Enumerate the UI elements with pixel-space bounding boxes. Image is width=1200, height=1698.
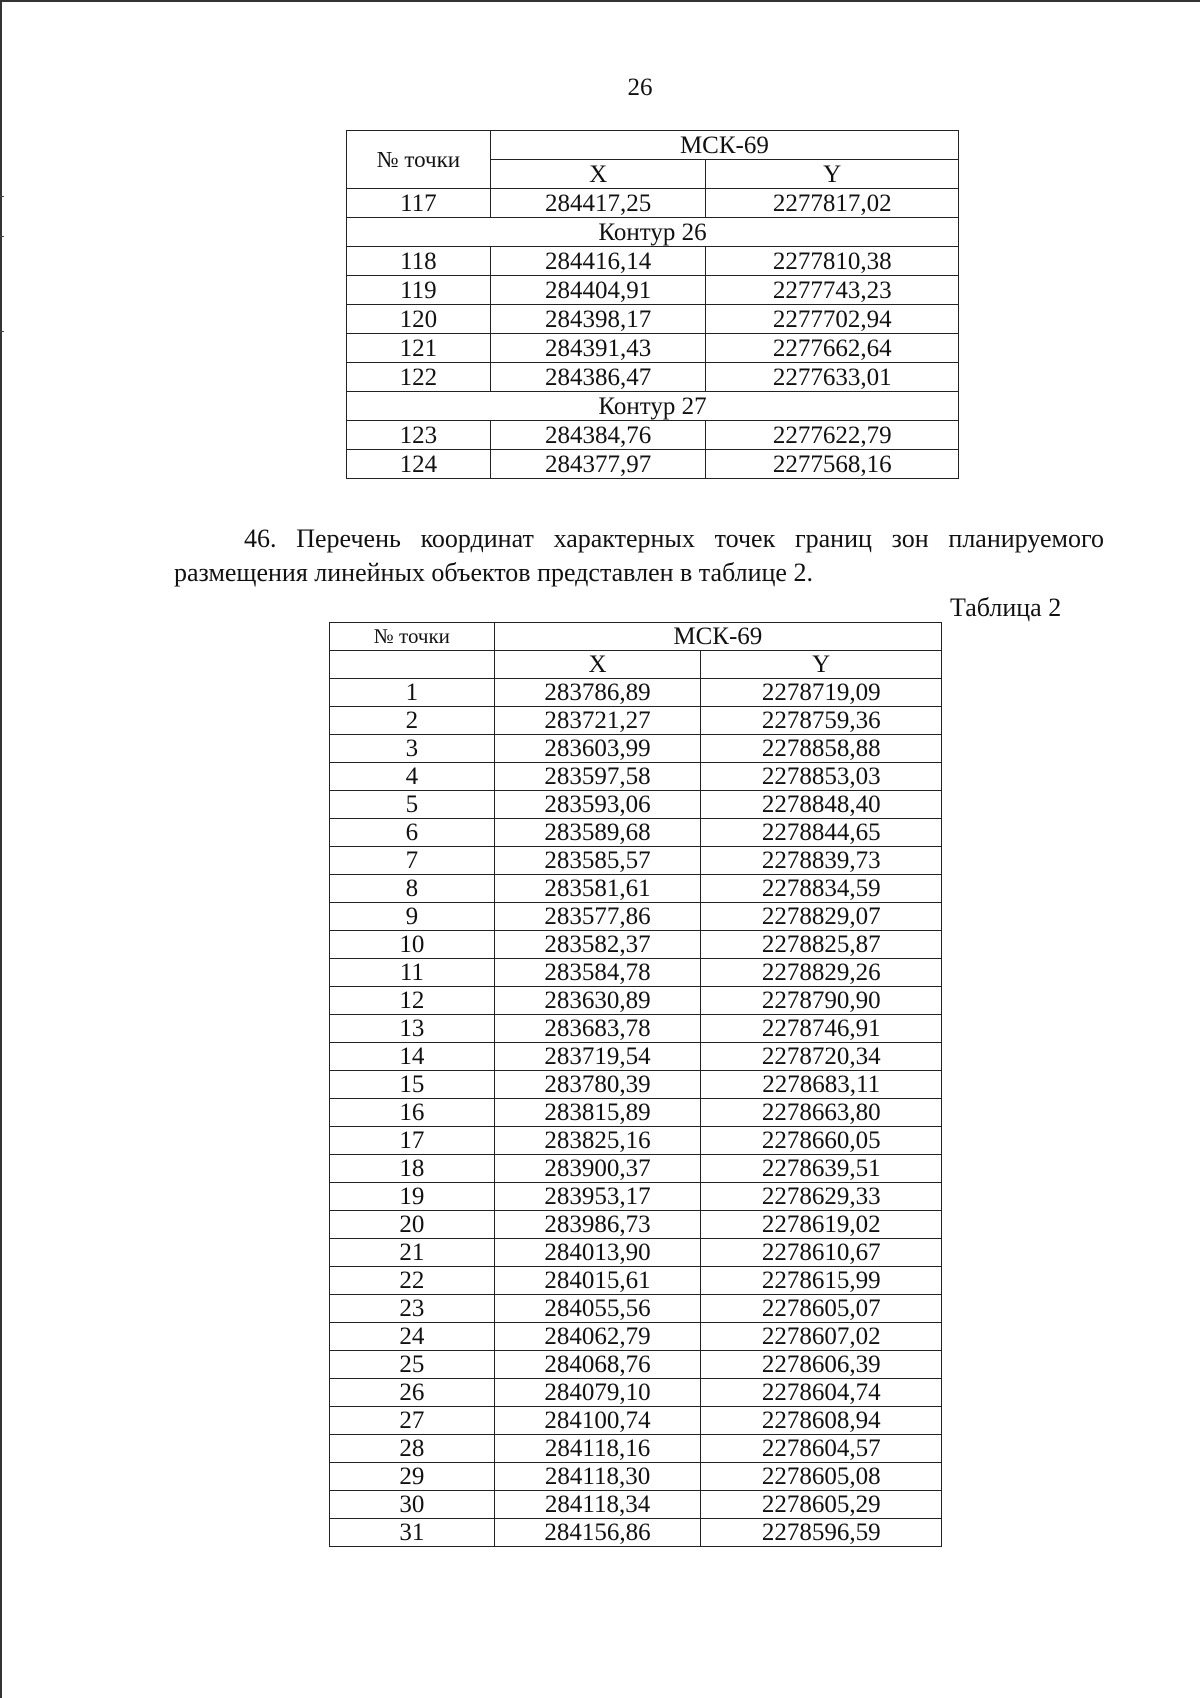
point-number-cell: 3	[330, 735, 495, 763]
y-coordinate-cell: 2278607,02	[701, 1323, 942, 1351]
table-row	[330, 1239, 942, 1267]
coordinates-table-1-body	[347, 131, 959, 479]
table-row	[330, 735, 942, 763]
x-coordinate-cell: 283683,78	[494, 1015, 701, 1043]
x-coordinate-cell: 283815,89	[494, 1099, 701, 1127]
x-coordinate-cell: 283577,86	[494, 903, 701, 931]
x-coordinate-cell: 283603,99	[494, 735, 701, 763]
x-coordinate-cell: 283581,61	[494, 875, 701, 903]
x-coordinate-cell: 284417,25	[490, 189, 706, 218]
contour-label: Контур 26	[347, 218, 959, 247]
table-row	[330, 1463, 942, 1491]
coordinate-system-header: МСК-69	[494, 623, 941, 651]
y-coordinate-cell: 2278606,39	[701, 1351, 942, 1379]
table-row	[330, 1071, 942, 1099]
point-number-cell: 8	[330, 875, 495, 903]
x-coordinate-cell: 284015,61	[494, 1267, 701, 1295]
table-row	[330, 1127, 942, 1155]
table-row	[330, 1267, 942, 1295]
x-coordinate-cell: 284062,79	[494, 1323, 701, 1351]
y-coordinate-cell: 2278608,94	[701, 1407, 942, 1435]
x-coordinate-cell: 284100,74	[494, 1407, 701, 1435]
x-coordinate-cell: 283593,06	[494, 791, 701, 819]
point-number-cell: 21	[330, 1239, 495, 1267]
y-coordinate-cell: 2278848,40	[701, 791, 942, 819]
table-subheader-row	[330, 651, 942, 679]
y-coordinate-cell: 2278605,07	[701, 1295, 942, 1323]
point-number-cell: 29	[330, 1463, 495, 1491]
x-coordinate-cell: 283582,37	[494, 931, 701, 959]
table-row	[330, 1491, 942, 1519]
y-coordinate-cell: 2277633,01	[706, 363, 959, 392]
y-coordinate-cell: 2278746,91	[701, 1015, 942, 1043]
page-number: 26	[627, 74, 653, 101]
table-row	[330, 847, 942, 875]
point-number-cell: 14	[330, 1043, 495, 1071]
x-coordinate-cell: 284386,47	[490, 363, 706, 392]
table-row	[330, 1435, 942, 1463]
point-number-cell: 31	[330, 1519, 495, 1547]
point-number-cell: 121	[347, 334, 491, 363]
y-coordinate-cell: 2278858,88	[701, 735, 942, 763]
x-coordinate-cell: 284118,34	[494, 1491, 701, 1519]
table-row	[330, 1407, 942, 1435]
point-number-cell: 27	[330, 1407, 495, 1435]
y-coordinate-cell: 2278834,59	[701, 875, 942, 903]
contour-section-row	[347, 218, 959, 247]
point-number-cell: 19	[330, 1183, 495, 1211]
y-coordinate-cell: 2278605,08	[701, 1463, 942, 1491]
table-row	[330, 1295, 942, 1323]
point-number-header-blank	[330, 651, 495, 679]
x-coordinate-cell: 283786,89	[494, 679, 701, 707]
point-number-header: № точки	[347, 131, 491, 189]
point-number-cell: 124	[347, 450, 491, 479]
y-coordinate-cell: 2277568,16	[706, 450, 959, 479]
table-row	[330, 931, 942, 959]
x-coordinate-cell: 283585,57	[494, 847, 701, 875]
point-number-cell: 15	[330, 1071, 495, 1099]
table-row	[330, 1211, 942, 1239]
x-coordinate-cell: 283900,37	[494, 1155, 701, 1183]
table-row	[330, 987, 942, 1015]
point-number-cell: 28	[330, 1435, 495, 1463]
y-column-header: Y	[701, 651, 942, 679]
y-coordinate-cell: 2277817,02	[706, 189, 959, 218]
point-number-cell: 120	[347, 305, 491, 334]
point-number-cell: 30	[330, 1491, 495, 1519]
x-coordinate-cell: 283630,89	[494, 987, 701, 1015]
point-number-cell: 22	[330, 1267, 495, 1295]
y-coordinate-cell: 2278604,74	[701, 1379, 942, 1407]
scan-edge-mark	[0, 331, 4, 332]
y-coordinate-cell: 2277810,38	[706, 247, 959, 276]
table-row	[347, 363, 959, 392]
table-row	[330, 1155, 942, 1183]
coordinates-table-2-body	[330, 623, 942, 1547]
x-column-header: X	[490, 160, 706, 189]
x-coordinate-cell: 283953,17	[494, 1183, 701, 1211]
y-coordinate-cell: 2278629,33	[701, 1183, 942, 1211]
scan-left-edge	[0, 0, 2, 1698]
table-header-row	[330, 623, 942, 651]
table-row	[347, 450, 959, 479]
x-coordinate-cell: 283780,39	[494, 1071, 701, 1099]
table-row	[330, 791, 942, 819]
table-row	[347, 334, 959, 363]
point-number-cell: 11	[330, 959, 495, 987]
contour-label: Контур 27	[347, 392, 959, 421]
table-row	[330, 1519, 942, 1547]
coordinate-system-header: МСК-69	[490, 131, 958, 160]
table-row	[330, 1379, 942, 1407]
y-coordinate-cell: 2278660,05	[701, 1127, 942, 1155]
y-coordinate-cell: 2278639,51	[701, 1155, 942, 1183]
x-coordinate-cell: 284377,97	[490, 450, 706, 479]
x-coordinate-cell: 283986,73	[494, 1211, 701, 1239]
point-number-cell: 2	[330, 707, 495, 735]
point-number-cell: 117	[347, 189, 491, 218]
scan-edge-mark	[0, 196, 4, 197]
x-coordinate-cell: 284055,56	[494, 1295, 701, 1323]
point-number-cell: 4	[330, 763, 495, 791]
table-row	[330, 763, 942, 791]
table-row	[330, 707, 942, 735]
y-coordinate-cell: 2278825,87	[701, 931, 942, 959]
table-row	[330, 903, 942, 931]
paragraph-46: 46. Перечень координат характерных точек границ зон планируемого размещения линейных объектов представлен в таблице 2.	[174, 524, 1104, 587]
point-number-cell: 7	[330, 847, 495, 875]
coordinates-table-1	[346, 130, 959, 479]
x-coordinate-cell: 284156,86	[494, 1519, 701, 1547]
y-coordinate-cell: 2278790,90	[701, 987, 942, 1015]
table-row	[330, 679, 942, 707]
y-coordinate-cell: 2278829,26	[701, 959, 942, 987]
x-coordinate-cell: 284384,76	[490, 421, 706, 450]
x-coordinate-cell: 284118,16	[494, 1435, 701, 1463]
point-number-cell: 18	[330, 1155, 495, 1183]
point-number-cell: 119	[347, 276, 491, 305]
scan-top-edge	[0, 0, 1200, 2]
x-coordinate-cell: 283719,54	[494, 1043, 701, 1071]
x-coordinate-cell: 283597,58	[494, 763, 701, 791]
y-coordinate-cell: 2278839,73	[701, 847, 942, 875]
table-row	[347, 276, 959, 305]
x-coordinate-cell: 284118,30	[494, 1463, 701, 1491]
point-number-cell: 13	[330, 1015, 495, 1043]
point-number-cell: 23	[330, 1295, 495, 1323]
y-coordinate-cell: 2278604,57	[701, 1435, 942, 1463]
table-2-caption: Таблица 2	[950, 593, 1062, 622]
coordinates-table-2	[329, 622, 942, 1547]
scan-edge-mark	[0, 236, 4, 237]
y-coordinate-cell: 2278719,09	[701, 679, 942, 707]
x-coordinate-cell: 284391,43	[490, 334, 706, 363]
y-coordinate-cell: 2278683,11	[701, 1071, 942, 1099]
x-coordinate-cell: 283589,68	[494, 819, 701, 847]
y-coordinate-cell: 2278844,65	[701, 819, 942, 847]
x-coordinate-cell: 284416,14	[490, 247, 706, 276]
y-column-header: Y	[706, 160, 959, 189]
table-row	[347, 247, 959, 276]
table-row	[347, 305, 959, 334]
point-number-cell: 24	[330, 1323, 495, 1351]
y-coordinate-cell: 2278596,59	[701, 1519, 942, 1547]
x-coordinate-cell: 283825,16	[494, 1127, 701, 1155]
y-coordinate-cell: 2277743,23	[706, 276, 959, 305]
y-coordinate-cell: 2278610,67	[701, 1239, 942, 1267]
x-coordinate-cell: 284404,91	[490, 276, 706, 305]
table-row	[330, 1183, 942, 1211]
y-coordinate-cell: 2278759,36	[701, 707, 942, 735]
x-coordinate-cell: 283584,78	[494, 959, 701, 987]
point-number-cell: 10	[330, 931, 495, 959]
y-coordinate-cell: 2277662,64	[706, 334, 959, 363]
table-header-row	[347, 131, 959, 160]
x-coordinate-cell: 283721,27	[494, 707, 701, 735]
table-row	[330, 819, 942, 847]
point-number-cell: 122	[347, 363, 491, 392]
point-number-cell: 118	[347, 247, 491, 276]
y-coordinate-cell: 2278619,02	[701, 1211, 942, 1239]
table-row	[347, 421, 959, 450]
y-coordinate-cell: 2278663,80	[701, 1099, 942, 1127]
point-number-cell: 123	[347, 421, 491, 450]
x-coordinate-cell: 284068,76	[494, 1351, 701, 1379]
point-number-cell: 17	[330, 1127, 495, 1155]
point-number-cell: 5	[330, 791, 495, 819]
y-coordinate-cell: 2277622,79	[706, 421, 959, 450]
point-number-cell: 26	[330, 1379, 495, 1407]
contour-section-row	[347, 392, 959, 421]
table-row	[330, 1351, 942, 1379]
point-number-cell: 6	[330, 819, 495, 847]
point-number-cell: 20	[330, 1211, 495, 1239]
table-row	[347, 189, 959, 218]
table-row	[330, 1015, 942, 1043]
point-number-cell: 16	[330, 1099, 495, 1127]
x-coordinate-cell: 284079,10	[494, 1379, 701, 1407]
table-row	[330, 875, 942, 903]
point-number-cell: 1	[330, 679, 495, 707]
y-coordinate-cell: 2278720,34	[701, 1043, 942, 1071]
x-coordinate-cell: 284398,17	[490, 305, 706, 334]
point-number-cell: 9	[330, 903, 495, 931]
y-coordinate-cell: 2277702,94	[706, 305, 959, 334]
point-number-cell: 12	[330, 987, 495, 1015]
table-row	[330, 1323, 942, 1351]
y-coordinate-cell: 2278829,07	[701, 903, 942, 931]
y-coordinate-cell: 2278605,29	[701, 1491, 942, 1519]
x-coordinate-cell: 284013,90	[494, 1239, 701, 1267]
point-number-header: № точки	[330, 623, 495, 651]
table-row	[330, 1043, 942, 1071]
point-number-cell: 25	[330, 1351, 495, 1379]
table-row	[330, 1099, 942, 1127]
table-row	[330, 959, 942, 987]
x-column-header: X	[494, 651, 701, 679]
y-coordinate-cell: 2278615,99	[701, 1267, 942, 1295]
y-coordinate-cell: 2278853,03	[701, 763, 942, 791]
